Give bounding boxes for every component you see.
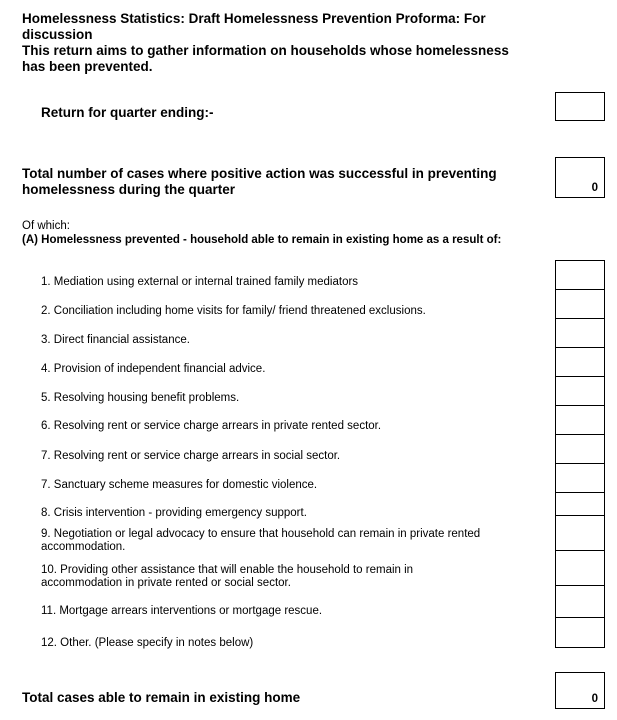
item-10-label: 10. Providing other assistance that will enable the household to remain in accommodation in private rented or social sector. <box>41 564 414 589</box>
item-9-input[interactable] <box>555 515 605 550</box>
title-line-1: Homelessness Statistics: Draft Homelessness Prevention Proforma: For discussion <box>22 11 486 42</box>
item-2-label: 2. Conciliation including home visits for family/ friend threatened exclusions. <box>41 305 426 317</box>
total-prevented-value: 0 <box>591 182 598 194</box>
item-7b-label: 7. Sanctuary scheme measures for domestic violence. <box>41 479 318 491</box>
item-11-label: 11. Mortgage arrears interventions or mortgage rescue. <box>41 605 323 617</box>
total-remain-value: 0 <box>591 693 598 705</box>
item-7a-label: 7. Resolving rent or service charge arrears in social sector. <box>41 450 341 462</box>
section-a-title: (A) Homelessness prevented - household able to remain in existing home as a result of: <box>22 234 502 246</box>
total-prevented-label: Total number of cases where positive action was successful in preventing homelessness during the quarter <box>22 166 497 197</box>
form-title <box>22 11 522 75</box>
of-which-label: Of which: <box>22 220 70 232</box>
item-1-label: 1. Mediation using external or internal trained family mediators <box>41 276 359 288</box>
item-5-input[interactable] <box>555 376 605 405</box>
item-6-label: 6. Resolving rent or service charge arrears in private rented sector. <box>41 420 382 432</box>
total-remain-box[interactable] <box>555 672 605 709</box>
item-4-label: 4. Provision of independent financial advice. <box>41 363 266 375</box>
section-a-heading <box>22 219 502 247</box>
title-line-2: This return aims to gather information on households whose homelessness has been prevented. <box>22 43 509 74</box>
item-6-input[interactable] <box>555 405 605 434</box>
item-1-input[interactable] <box>555 260 605 289</box>
item-9-label: 9. Negotiation or legal advocacy to ensure that household can remain in private rented accommodation. <box>41 528 481 553</box>
item-3-input[interactable] <box>555 318 605 347</box>
item-5-label: 5. Resolving housing benefit problems. <box>41 392 240 404</box>
total-prevented-box[interactable] <box>555 157 605 198</box>
item-8-input[interactable] <box>555 492 605 515</box>
item-8-label: 8. Crisis intervention - providing emergency support. <box>41 507 307 519</box>
item-7a-input[interactable] <box>555 434 605 463</box>
item-11-input[interactable] <box>555 585 605 617</box>
item-4-input[interactable] <box>555 347 605 376</box>
item-12-label: 12. Other. (Please specify in notes below) <box>41 637 254 649</box>
item-7b-input[interactable] <box>555 463 605 492</box>
quarter-label: Return for quarter ending:- <box>41 105 214 120</box>
item-2-input[interactable] <box>555 289 605 318</box>
total-remain-label: Total cases able to remain in existing home <box>22 690 301 705</box>
item-10-input[interactable] <box>555 550 605 585</box>
quarter-input[interactable] <box>555 92 605 121</box>
items-input-column <box>555 260 605 648</box>
item-12-input[interactable] <box>555 617 605 648</box>
item-3-label: 3. Direct financial assistance. <box>41 334 190 346</box>
